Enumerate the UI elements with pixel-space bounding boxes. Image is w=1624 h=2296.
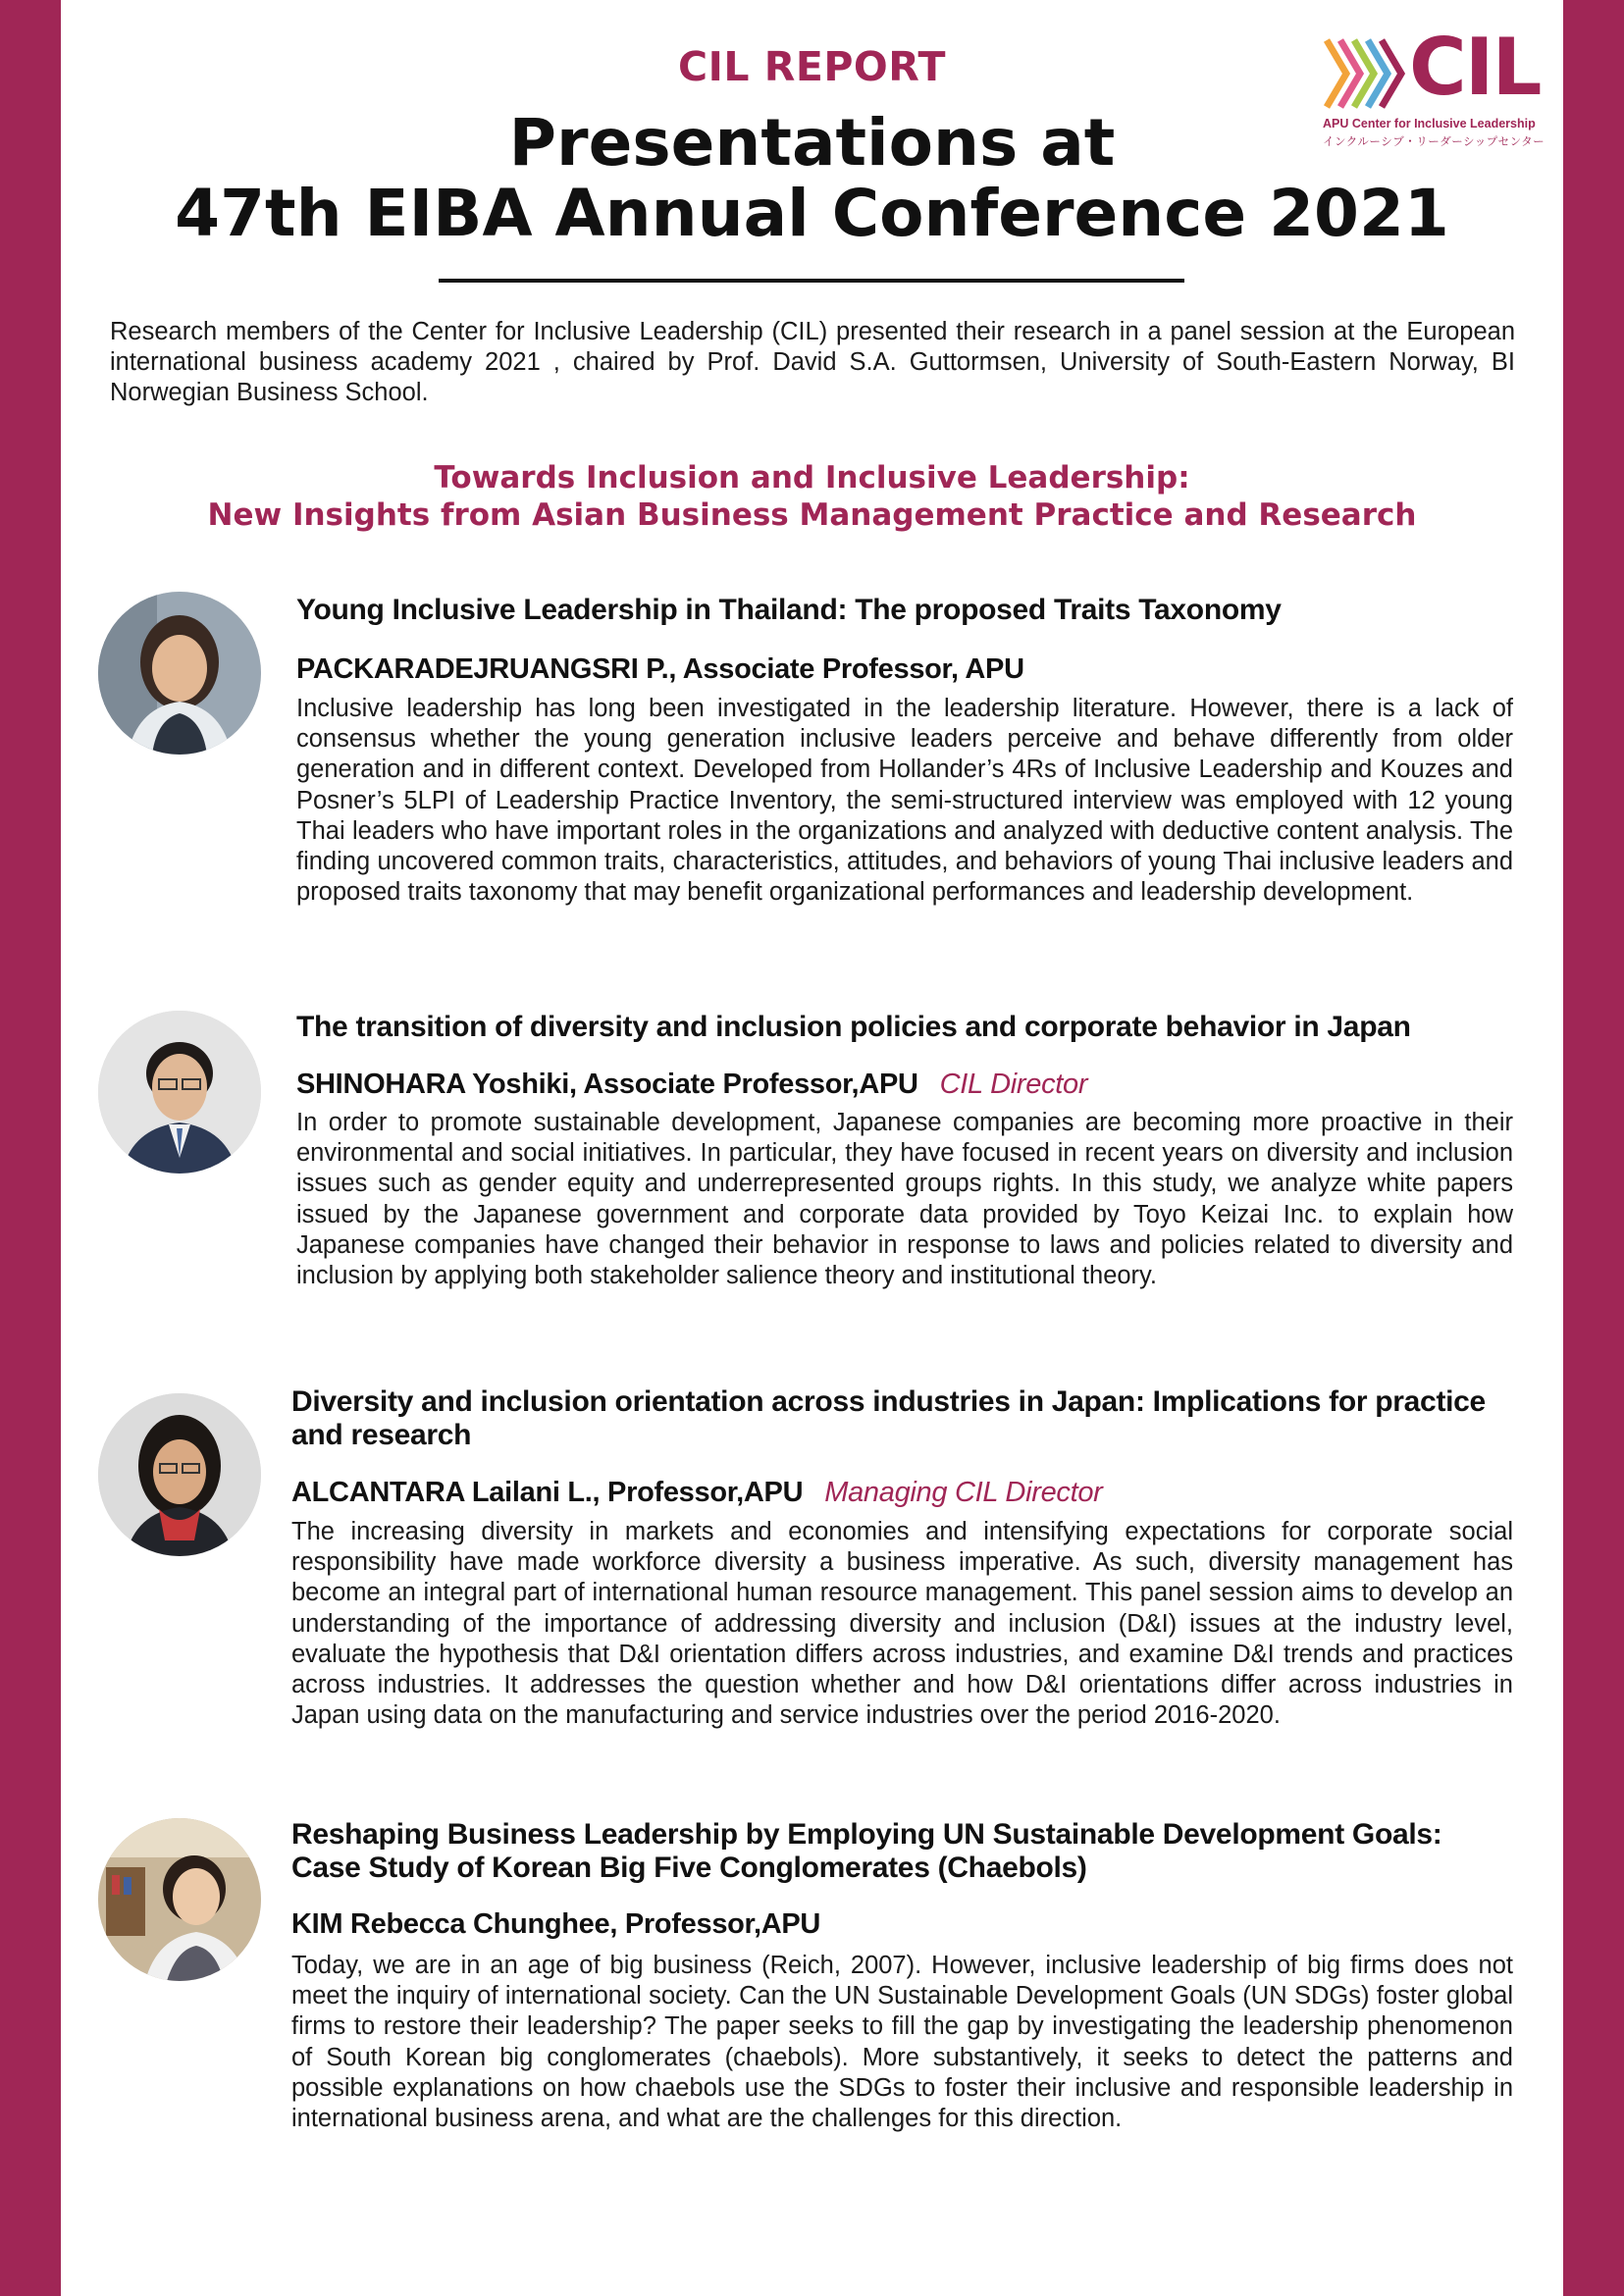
speaker-photo-kim <box>98 1818 261 1981</box>
presentation-title: Reshaping Business Leadership by Employing UN Sustainable Development Goals: Case Study of Korean Big Five Conglomerates (Chaebols) <box>291 1818 1442 1884</box>
speaker-photo-packaradejruangsri <box>98 592 261 755</box>
presentation-author <box>291 1907 820 1941</box>
intro-paragraph: Research members of the Center for Inclusive Leadership (CIL) presented their research in a panel session at the European international business academy 2021 , chaired by Prof. David S.A. Guttormsen, University of South-Eastern Norway, BI Norwegian Business School. <box>110 318 1515 406</box>
presentation-title: Diversity and inclusion orientation across industries in Japan: Implications for practice and research <box>291 1385 1486 1451</box>
presentation-abstract: Today, we are in an age of big business (Reich, 2007). However, inclusive leadership of big firms does not meet the inquiry of international society. Can the UN Sustainable Development Goals (UN SDGs) foster global firms to restore their leadership? The paper seeks to fill the gap by investigating the leadership phenomenon of South Korean big conglomerates (chaebols). More substantively, it seeks to detect the patterns and possible explanations on how chaebols use the SDGs to foster their inclusive and responsible leadership in international business arena, and what are the challenges for this direction. <box>291 1952 1513 2133</box>
panel-title <box>61 459 1563 534</box>
right-accent-band <box>1563 0 1624 2296</box>
report-kicker: CIL REPORT <box>678 43 946 90</box>
title-line-2: 47th EIBA Annual Conference 2021 <box>175 176 1449 251</box>
author-name: PACKARADEJRUANGSRI P., Associate Professor, APU <box>296 653 1024 685</box>
presentation-abstract: The increasing diversity in markets and economies and intensifying expectations for corporate social responsibility have made workforce diversity a business imperative. As such, diversity management has become an integral part of international human resource management. This panel session aims to develop an understanding of the importance of addressing diversity and inclusion (D&I) issues at the industry level, evaluate the hypothesis that D&I orientation differs across industries, and examine D&I trends and practices across industries. It addresses the question whether and how D&I orientations differ across industries in Japan using data on the manufacturing and service industries over the period 2016-2020. <box>291 1518 1513 1730</box>
title-line-1: Presentations at <box>508 105 1116 181</box>
presentation-author <box>296 652 1024 686</box>
panel-title-line-2: New Insights from Asian Business Management Practice and Research <box>207 497 1417 533</box>
title-divider <box>439 279 1184 283</box>
panel-title-line-1: Towards Inclusion and Inclusive Leadership: <box>434 460 1190 496</box>
presentation-title: Young Inclusive Leadership in Thailand: The proposed Traits Taxonomy <box>296 594 1282 626</box>
author-role: Managing CIL Director <box>824 1477 1103 1508</box>
speaker-photo-alcantara <box>98 1393 261 1556</box>
author-name: ALCANTARA Lailani L., Professor,APU <box>291 1477 804 1508</box>
chevron-stripes-icon <box>1323 34 1411 113</box>
presentation-title: The transition of diversity and inclusion policies and corporate behavior in Japan <box>296 1011 1411 1043</box>
logo-subtitle-en: APU Center for Inclusive Leadership <box>1323 117 1536 130</box>
author-name: SHINOHARA Yoshiki, Associate Professor,APU <box>296 1069 918 1100</box>
left-accent-band <box>0 0 61 2296</box>
logo-wordmark: CIL <box>1409 22 1541 113</box>
author-name: KIM Rebecca Chunghee, Professor,APU <box>291 1908 821 1940</box>
presentation-author <box>296 1068 1087 1101</box>
speaker-photo-shinohara <box>98 1011 261 1174</box>
presentation-abstract: In order to promote sustainable development, Japanese companies are becoming more proactive in their environmental and social initiatives. In particular, they have focused in recent years on diversity and inclusion issues such as gender equity and underrepresented groups rights. In this study, we analyze white papers issued by the Japanese government and corporate data provided by Toyo Keizai Inc. to explain how Japanese companies have changed their behavior in response to laws and policies related to diversity and inclusion by applying both stakeholder salience theory and institutional theory. <box>296 1109 1513 1290</box>
cil-logo <box>1323 22 1545 157</box>
logo-subtitle-jp: インクルーシブ・リーダーシップセンター <box>1323 136 1545 148</box>
presentation-abstract: Inclusive leadership has long been investigated in the leadership literature. However, there is a lack of consensus whether the young generation inclusive leaders perceive and behave differently from older generation and in different context. Developed from Hollander’s 4Rs of Inclusive Leadership and Kouzes and Posner’s 5LPI of Leadership Practice Inventory, the semi-structured interview was employed with 12 young Thai leaders who have important roles in the organizations and analyzed with deductive content analysis. The finding uncovered common traits, characteristics, attitudes, and behaviors of young Thai inclusive leaders and proposed traits taxonomy that may benefit organizational performances and leadership development. <box>296 695 1513 907</box>
presentation-author <box>291 1476 1103 1509</box>
author-role: CIL Director <box>939 1069 1088 1100</box>
